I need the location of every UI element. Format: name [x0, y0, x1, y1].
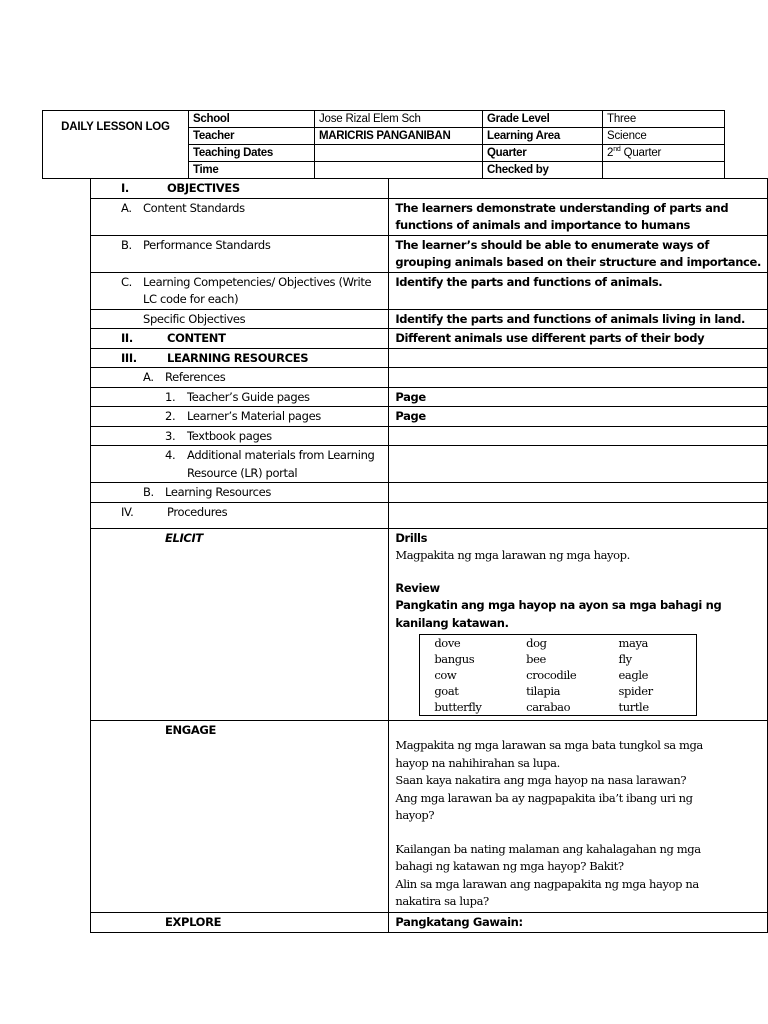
teachers-guide-label: Teacher’s Guide pages	[187, 389, 310, 404]
quarter-word: Quarter	[623, 147, 662, 159]
table-row	[91, 446, 768, 483]
performance-standards-label: Performance Standards	[143, 237, 271, 252]
list-item	[420, 635, 697, 652]
review-text: kanilang katawan.	[395, 615, 509, 630]
item-number: 1.	[165, 389, 176, 404]
table-row	[91, 387, 768, 407]
table-row	[91, 913, 768, 933]
animal-name: carabao	[526, 700, 571, 714]
document-title: DAILY LESSON LOG	[43, 111, 189, 179]
animal-name: goat	[434, 684, 459, 698]
list-item	[420, 667, 697, 683]
quarter-number: 2	[607, 147, 614, 159]
animal-name: bangus	[434, 652, 475, 666]
list-item	[420, 699, 697, 716]
item-letter: A.	[143, 370, 154, 384]
table-row	[91, 721, 768, 913]
grade-level-label: Grade Level	[483, 111, 603, 128]
content-standards-text: functions of animals and importance to humans	[395, 218, 691, 232]
teachers-guide-value: Page	[389, 387, 768, 407]
drills-text: Magpakita ng mga larawan ng mga hayop.	[395, 548, 630, 562]
animal-name: cow	[434, 668, 457, 682]
specific-objectives-label: Specific Objectives	[91, 309, 389, 329]
table-row	[91, 272, 768, 309]
list-item	[420, 683, 697, 699]
animal-name: fly	[618, 652, 632, 666]
table-row	[91, 502, 768, 528]
animal-name: maya	[618, 636, 649, 650]
additional-materials-label: Additional materials from Learning	[187, 448, 375, 462]
section-number: IV.	[121, 504, 134, 519]
grade-level-value: Three	[603, 111, 725, 128]
content-standards-text: The learners demonstrate understanding of parts and	[395, 200, 729, 215]
teaching-dates-label: Teaching Dates	[189, 145, 315, 162]
engage-text: bahagi ng katawan ng mga hayop? Bakit?	[395, 859, 624, 873]
explore-label: EXPLORE	[91, 913, 389, 933]
learning-area-value: Science	[603, 128, 725, 145]
quarter-suffix: nd	[613, 146, 621, 154]
engage-text: Saan kaya nakatira ang mga hayop na nasa larawan?	[395, 773, 687, 787]
quarter-value	[603, 145, 725, 162]
engage-text: hayop?	[395, 808, 435, 822]
performance-standards-text: grouping animals based on their structure and importance.	[395, 255, 761, 269]
learning-competencies-label: Learning Competencies/ Objectives (Write	[143, 274, 372, 289]
engage-text: Alin sa mga larawan ang nagpapakita ng mga hayop na	[395, 876, 699, 891]
spacer	[395, 825, 761, 841]
spacer	[395, 564, 761, 580]
explore-text: Pangkatang Gawain:	[389, 913, 768, 933]
header-table	[42, 110, 725, 179]
teacher-value: MARICRIS PANGANIBAN	[315, 128, 483, 145]
references-label: References	[165, 370, 226, 384]
drills-heading: Drills	[395, 530, 428, 545]
time-value	[315, 162, 483, 179]
school-label: School	[189, 111, 315, 128]
engage-label: ENGAGE	[91, 721, 389, 913]
procedures-heading: Procedures	[167, 504, 228, 519]
review-heading: Review	[395, 580, 440, 595]
item-number: 2.	[165, 409, 176, 423]
item-number: 3.	[165, 428, 176, 443]
table-row	[91, 198, 768, 235]
content-heading: CONTENT	[167, 331, 226, 345]
teacher-label: Teacher	[189, 128, 315, 145]
item-letter: C.	[121, 274, 132, 289]
content-text: Different animals use different parts of their body	[389, 329, 768, 349]
animal-name: dog	[526, 636, 547, 650]
section-number: II.	[121, 331, 133, 345]
engage-text: hayop na nahihirahan sa lupa.	[395, 755, 560, 770]
animal-name: dove	[434, 636, 461, 650]
learning-competencies-label: LC code for each)	[143, 292, 239, 306]
table-row	[91, 309, 768, 329]
table-row	[91, 329, 768, 349]
learning-area-label: Learning Area	[483, 128, 603, 145]
table-row	[91, 483, 768, 503]
specific-objectives-text: Identify the parts and functions of animals living in land.	[389, 309, 768, 329]
table-row	[91, 426, 768, 446]
item-letter: B.	[121, 237, 132, 252]
engage-text: nakatira sa lupa?	[395, 894, 489, 908]
animal-name: tilapia	[526, 684, 561, 698]
item-number: 4.	[165, 448, 176, 462]
table-row	[91, 348, 768, 368]
item-letter: A.	[121, 200, 132, 215]
animals-list	[419, 634, 697, 716]
animal-name: turtle	[618, 700, 649, 714]
checked-by-value	[603, 162, 725, 179]
table-row	[91, 179, 768, 199]
table-row	[91, 407, 768, 427]
review-text: Pangkatin ang mga hayop na ayon sa mga bahagi ng	[395, 598, 722, 612]
learning-resources-label: Learning Resources	[165, 485, 272, 499]
school-value: Jose Rizal Elem Sch	[315, 111, 483, 128]
lesson-table	[90, 178, 768, 933]
checked-by-label: Checked by	[483, 162, 603, 179]
list-item	[420, 651, 697, 667]
table-row	[91, 235, 768, 272]
performance-standards-text: The learner’s should be able to enumerate ways of	[395, 237, 709, 252]
learners-material-label: Learner’s Material pages	[187, 409, 321, 423]
engage-text: Ang mga larawan ba ay nagpapakita iba’t ibang uri ng	[395, 790, 693, 805]
learners-material-value: Page	[389, 407, 768, 427]
textbook-pages-label: Textbook pages	[187, 428, 272, 443]
section-number: I.	[121, 181, 129, 195]
additional-materials-label: Resource (LR) portal	[187, 465, 298, 480]
engage-text: Kailangan ba nating malaman ang kahalagahan ng mga	[395, 841, 701, 856]
teaching-dates-value	[315, 145, 483, 162]
learning-resources-heading: LEARNING RESOURCES	[167, 350, 309, 365]
objectives-heading: OBJECTIVES	[167, 181, 240, 195]
learning-competencies-text: Identify the parts and functions of animals.	[389, 272, 768, 309]
animal-name: spider	[618, 684, 653, 698]
content-standards-label: Content Standards	[143, 200, 245, 215]
time-label: Time	[189, 162, 315, 179]
quarter-label: Quarter	[483, 145, 603, 162]
animal-name: butterfly	[434, 700, 482, 714]
item-letter: B.	[143, 485, 154, 499]
table-row	[91, 368, 768, 388]
elicit-label: ELICIT	[91, 528, 389, 721]
section-number: III.	[121, 350, 137, 365]
engage-text: Magpakita ng mga larawan sa mga bata tungkol sa mga	[395, 738, 703, 752]
animal-name: crocodile	[526, 668, 577, 682]
animal-name: eagle	[618, 668, 649, 682]
animal-name: bee	[526, 652, 546, 666]
table-row	[91, 528, 768, 721]
